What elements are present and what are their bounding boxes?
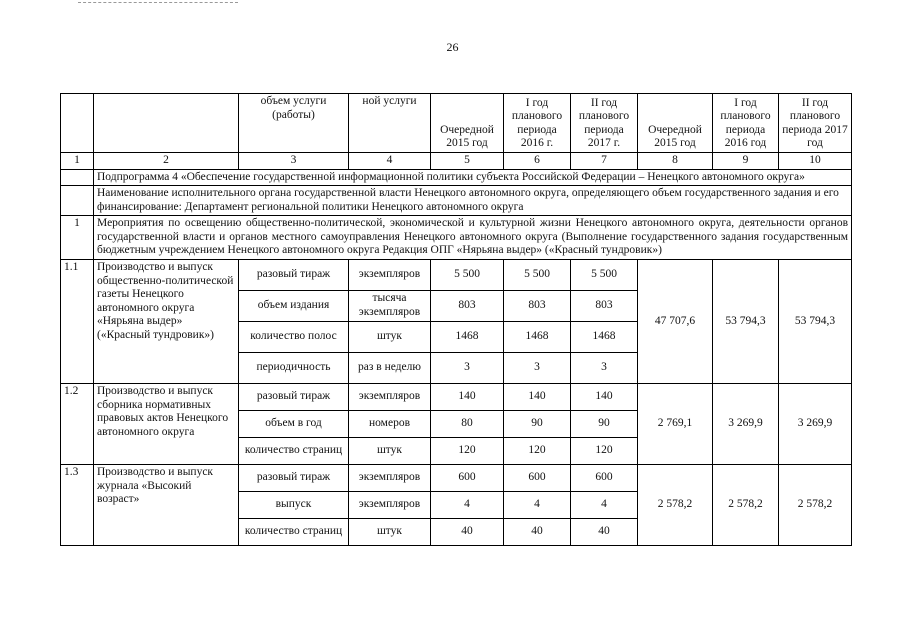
item-number: 1.2 xyxy=(61,383,94,464)
header-cell-1 xyxy=(61,94,94,153)
unit: экземпляров xyxy=(349,464,431,491)
finance-2016: 53 794,3 xyxy=(713,259,779,383)
indicator: объем издания xyxy=(239,290,349,321)
header-col7: II год планового периода 2017 г. xyxy=(571,94,638,153)
item-name: Производство и выпуск сборника нормативных правовых актов Ненецкого автономного округа xyxy=(94,383,239,464)
indicator: количество полос xyxy=(239,321,349,352)
item-number: 1.3 xyxy=(61,464,94,545)
indicator: выпуск xyxy=(239,491,349,518)
finance-2015: 2 578,2 xyxy=(638,464,713,545)
item-number: 1.1 xyxy=(61,259,94,383)
indicator: количество страниц xyxy=(239,437,349,464)
item-name: Производство и выпуск общественно-политической газеты Ненецкого автономного округа «Нярьяна выдер» («Красный тундровик») xyxy=(94,259,239,383)
value-2015: 5 500 xyxy=(431,259,504,290)
unit: тысяча экземпляров xyxy=(349,290,431,321)
value-2016: 4 xyxy=(504,491,571,518)
value-2017: 803 xyxy=(571,290,638,321)
value-2015: 120 xyxy=(431,437,504,464)
section-text: Мероприятия по освещению общественно-политической, экономической и культурной жизни Ненецкого автономного округа, деятельности органов государственной власти и органов местного самоуправления Ненецкого автономного округа (Выполнение государственного задания государственным бюджетным учреждением Ненецкого автономного округа Редакция ОПГ «Нярьяна выдер» («Красный тундровик») xyxy=(94,216,852,260)
finance-2016: 2 578,2 xyxy=(713,464,779,545)
gos-zadanie-table xyxy=(60,93,852,546)
executor-text: Наименование исполнительного органа государственной власти Ненецкого автономного округа, определяющего объем государственного задания и его финансирование: Департамент региональной политики Ненецкого автономного округа xyxy=(94,186,852,216)
header-col9: I год планового периода 2016 год xyxy=(713,94,779,153)
value-2016: 90 xyxy=(504,410,571,437)
value-2015: 3 xyxy=(431,352,504,383)
column-number: 2 xyxy=(94,153,239,170)
value-2017: 600 xyxy=(571,464,638,491)
column-number: 9 xyxy=(713,153,779,170)
unit: экземпляров xyxy=(349,259,431,290)
indicator: объем в год xyxy=(239,410,349,437)
value-2017: 3 xyxy=(571,352,638,383)
subprogram-row xyxy=(61,169,852,186)
scan-edge-line xyxy=(78,2,238,3)
value-2016: 600 xyxy=(504,464,571,491)
column-number: 1 xyxy=(61,153,94,170)
indicator: количество страниц xyxy=(239,518,349,545)
finance-2015: 2 769,1 xyxy=(638,383,713,464)
finance-2017: 53 794,3 xyxy=(779,259,852,383)
indicator: разовый тираж xyxy=(239,259,349,290)
table-row xyxy=(61,464,852,491)
unit: экземпляров xyxy=(349,383,431,410)
value-2015: 4 xyxy=(431,491,504,518)
finance-2015: 47 707,6 xyxy=(638,259,713,383)
unit: штук xyxy=(349,518,431,545)
header-col5: Очередной 2015 год xyxy=(431,94,504,153)
header-col6: I год планового периода 2016 г. xyxy=(504,94,571,153)
value-2016: 40 xyxy=(504,518,571,545)
subprogram-title: Подпрограмма 4 «Обеспечение государственной информационной политики субъекта Российской Федерации – Ненецкого автономного округа» xyxy=(94,169,852,186)
unit: раз в неделю xyxy=(349,352,431,383)
value-2015: 140 xyxy=(431,383,504,410)
finance-2016: 3 269,9 xyxy=(713,383,779,464)
table-row xyxy=(61,383,852,410)
unit: штук xyxy=(349,437,431,464)
column-number: 7 xyxy=(571,153,638,170)
column-number: 10 xyxy=(779,153,852,170)
value-2017: 4 xyxy=(571,491,638,518)
header-col3: объем услуги (работы) xyxy=(239,94,349,153)
value-2016: 140 xyxy=(504,383,571,410)
section-row xyxy=(61,216,852,260)
column-number: 8 xyxy=(638,153,713,170)
value-2015: 40 xyxy=(431,518,504,545)
value-2016: 1468 xyxy=(504,321,571,352)
value-2017: 5 500 xyxy=(571,259,638,290)
finance-2017: 3 269,9 xyxy=(779,383,852,464)
page-number: 26 xyxy=(446,40,459,54)
table-row xyxy=(61,259,852,290)
empty-cell xyxy=(61,186,94,216)
value-2015: 80 xyxy=(431,410,504,437)
finance-2017: 2 578,2 xyxy=(779,464,852,545)
column-number: 4 xyxy=(349,153,431,170)
header-col4: ной услуги xyxy=(349,94,431,153)
unit: штук xyxy=(349,321,431,352)
column-number-row xyxy=(61,153,852,170)
header-col8: Очередной 2015 год xyxy=(638,94,713,153)
value-2017: 1468 xyxy=(571,321,638,352)
value-2016: 120 xyxy=(504,437,571,464)
indicator: периодичность xyxy=(239,352,349,383)
unit: экземпляров xyxy=(349,491,431,518)
value-2015: 600 xyxy=(431,464,504,491)
value-2017: 90 xyxy=(571,410,638,437)
column-number: 6 xyxy=(504,153,571,170)
indicator: разовый тираж xyxy=(239,383,349,410)
value-2017: 140 xyxy=(571,383,638,410)
value-2016: 3 xyxy=(504,352,571,383)
indicator: разовый тираж xyxy=(239,464,349,491)
value-2016: 5 500 xyxy=(504,259,571,290)
header-col10: II год планового периода 2017 год xyxy=(779,94,852,153)
value-2017: 40 xyxy=(571,518,638,545)
item-name: Производство и выпуск журнала «Высокий возраст» xyxy=(94,464,239,545)
value-2015: 803 xyxy=(431,290,504,321)
column-number: 3 xyxy=(239,153,349,170)
value-2017: 120 xyxy=(571,437,638,464)
section-number: 1 xyxy=(61,216,94,260)
value-2015: 1468 xyxy=(431,321,504,352)
header-cell-2 xyxy=(94,94,239,153)
value-2016: 803 xyxy=(504,290,571,321)
executor-row xyxy=(61,186,852,216)
column-number: 5 xyxy=(431,153,504,170)
empty-cell xyxy=(61,169,94,186)
header-row xyxy=(61,94,852,153)
unit: номеров xyxy=(349,410,431,437)
